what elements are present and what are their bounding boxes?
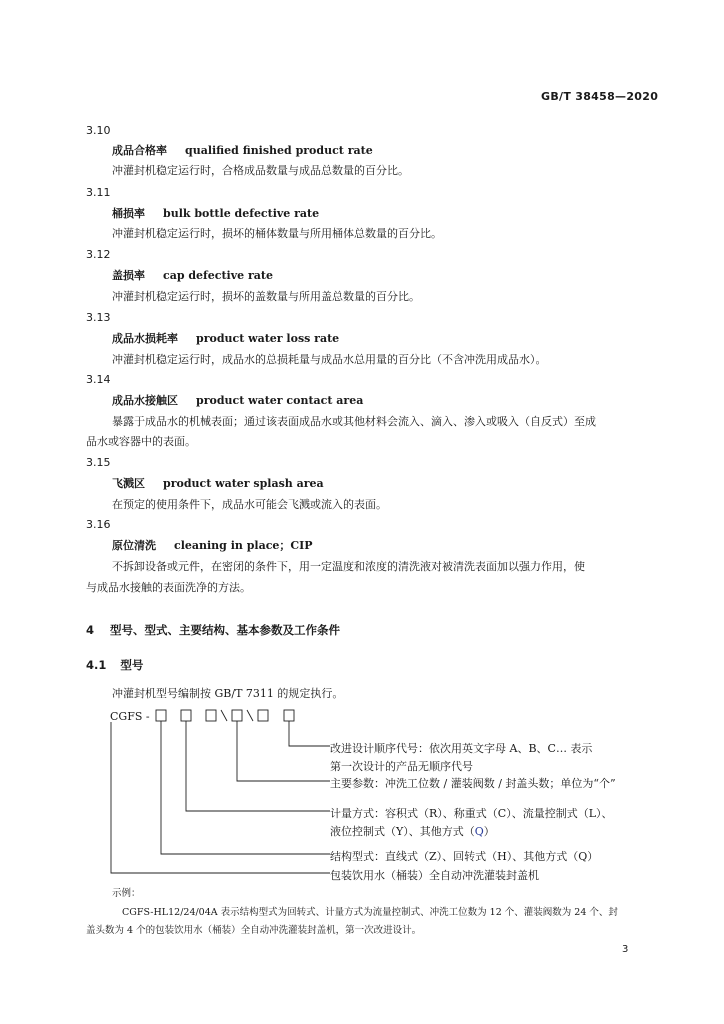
leader-product: [111, 722, 330, 873]
term-number: 3.11: [86, 186, 111, 199]
term-definition-continued: 品水或容器中的表面。: [86, 435, 196, 448]
subsection-number: 4.1: [86, 658, 107, 672]
term-definition: 不拆卸设备或元件，在密闭的条件下，用一定温度和浓度的清洗液对被清洗表面加以强力作用，使: [112, 560, 585, 573]
label-structure: 结构型式：直线式（Z）、回转式（H）、其他方式（Q）: [330, 850, 599, 863]
term-definition-continued: 与成品水接触的表面洗净的方法。: [86, 581, 251, 594]
term-zh: 飞溅区: [112, 477, 145, 490]
label-product: 包装饮用水（桶装）全自动冲洗灌装封盖机: [330, 869, 539, 882]
label-revision-note: 第一次设计的产品无顺序代号: [330, 760, 473, 773]
section-title: 型号、型式、主要结构、基本参数及工作条件: [110, 623, 341, 637]
code-slash: [221, 710, 227, 721]
label-revision: 改进设计顺序代号：依次用英文字母 A、B、C… 表示: [330, 742, 593, 755]
term-en: cap defective rate: [163, 269, 273, 282]
subsection-title: 型号: [120, 658, 144, 672]
term-en: qualified finished product rate: [185, 144, 373, 157]
code-box-revision: [284, 710, 294, 721]
code-slash: [247, 710, 253, 721]
section-number: 4: [86, 623, 95, 637]
term-en: product water splash area: [163, 477, 324, 490]
term-zh: 成品合格率: [112, 144, 167, 157]
section-intro: 冲灌封机型号编制按 GB/T 7311 的规定执行。: [112, 687, 344, 700]
term-zh: 盖损率: [112, 269, 145, 282]
term-zh: 原位清洗: [112, 539, 156, 552]
label-metering-cont: 液位控制式（Y）、其他方式（Q）: [330, 825, 495, 838]
example-text: CGFS-HL12/24/04A 表示结构型式为回转式、计量方式为流量控制式、冲洗工位数为 12 个、灌装阀数为 24 个、封: [122, 907, 618, 918]
term-zh: 桶损率: [112, 207, 145, 220]
leader-revision: [289, 721, 330, 746]
term-zh: 成品水接触区: [112, 394, 178, 407]
term-definition: 冲灌封机稳定运行时，损坏的桶体数量与所用桶体总数量的百分比。: [112, 227, 442, 240]
leader-metering: [186, 721, 330, 811]
term-number: 3.13: [86, 311, 111, 324]
term-definition: 冲灌封机稳定运行时，合格成品数量与成品总数量的百分比。: [112, 164, 409, 177]
code-box-rinse: [206, 710, 216, 721]
example-text-continued: 盖头数为 4 个的包装饮用水（桶装）全自动冲洗灌装封盖机，第一次改进设计。: [86, 925, 422, 936]
term-number: 3.16: [86, 518, 111, 531]
term-definition: 暴露于成品水的机械表面；通过该表面成品水或其他材料会流入、滴入、渗入或吸入（自反式）至成: [112, 415, 596, 428]
term-definition: 在预定的使用条件下，成品水可能会飞溅或流入的表面。: [112, 498, 387, 511]
term-number: 3.10: [86, 124, 111, 137]
highlighted-letter: Q: [474, 825, 484, 838]
term-definition: 冲灌封机稳定运行时，成品水的总损耗量与成品水总用量的百分比（不含冲洗用成品水）。: [112, 353, 547, 366]
term-en: bulk bottle defective rate: [163, 207, 320, 220]
term-zh: 成品水损耗率: [112, 332, 178, 345]
term-number: 3.12: [86, 248, 111, 261]
term-definition: 冲灌封机稳定运行时，损坏的盖数量与所用盖总数量的百分比。: [112, 290, 420, 303]
term-number: 3.15: [86, 456, 111, 469]
term-en: product water contact area: [196, 394, 364, 407]
term-en: product water loss rate: [196, 332, 340, 345]
leader-params: [237, 721, 330, 781]
example-label: 示例：: [112, 888, 141, 899]
term-number: 3.14: [86, 373, 111, 386]
page-number: 3: [622, 944, 629, 955]
standard-code: GB/T 38458—2020: [541, 90, 659, 103]
model-prefix: CGFS -: [110, 710, 150, 723]
label-main-params: 主要参数：冲洗工位数 / 灌装阀数 / 封盖头数；单位为“个”: [330, 777, 616, 790]
code-box-cap: [258, 710, 268, 721]
code-box-fill: [232, 710, 242, 721]
label-metering: 计量方式：容积式（R）、称重式（C）、流量控制式（L）、: [330, 807, 613, 820]
term-en: cleaning in place；CIP: [174, 539, 313, 552]
code-box-structure: [156, 710, 166, 721]
code-box-metering: [181, 710, 191, 721]
